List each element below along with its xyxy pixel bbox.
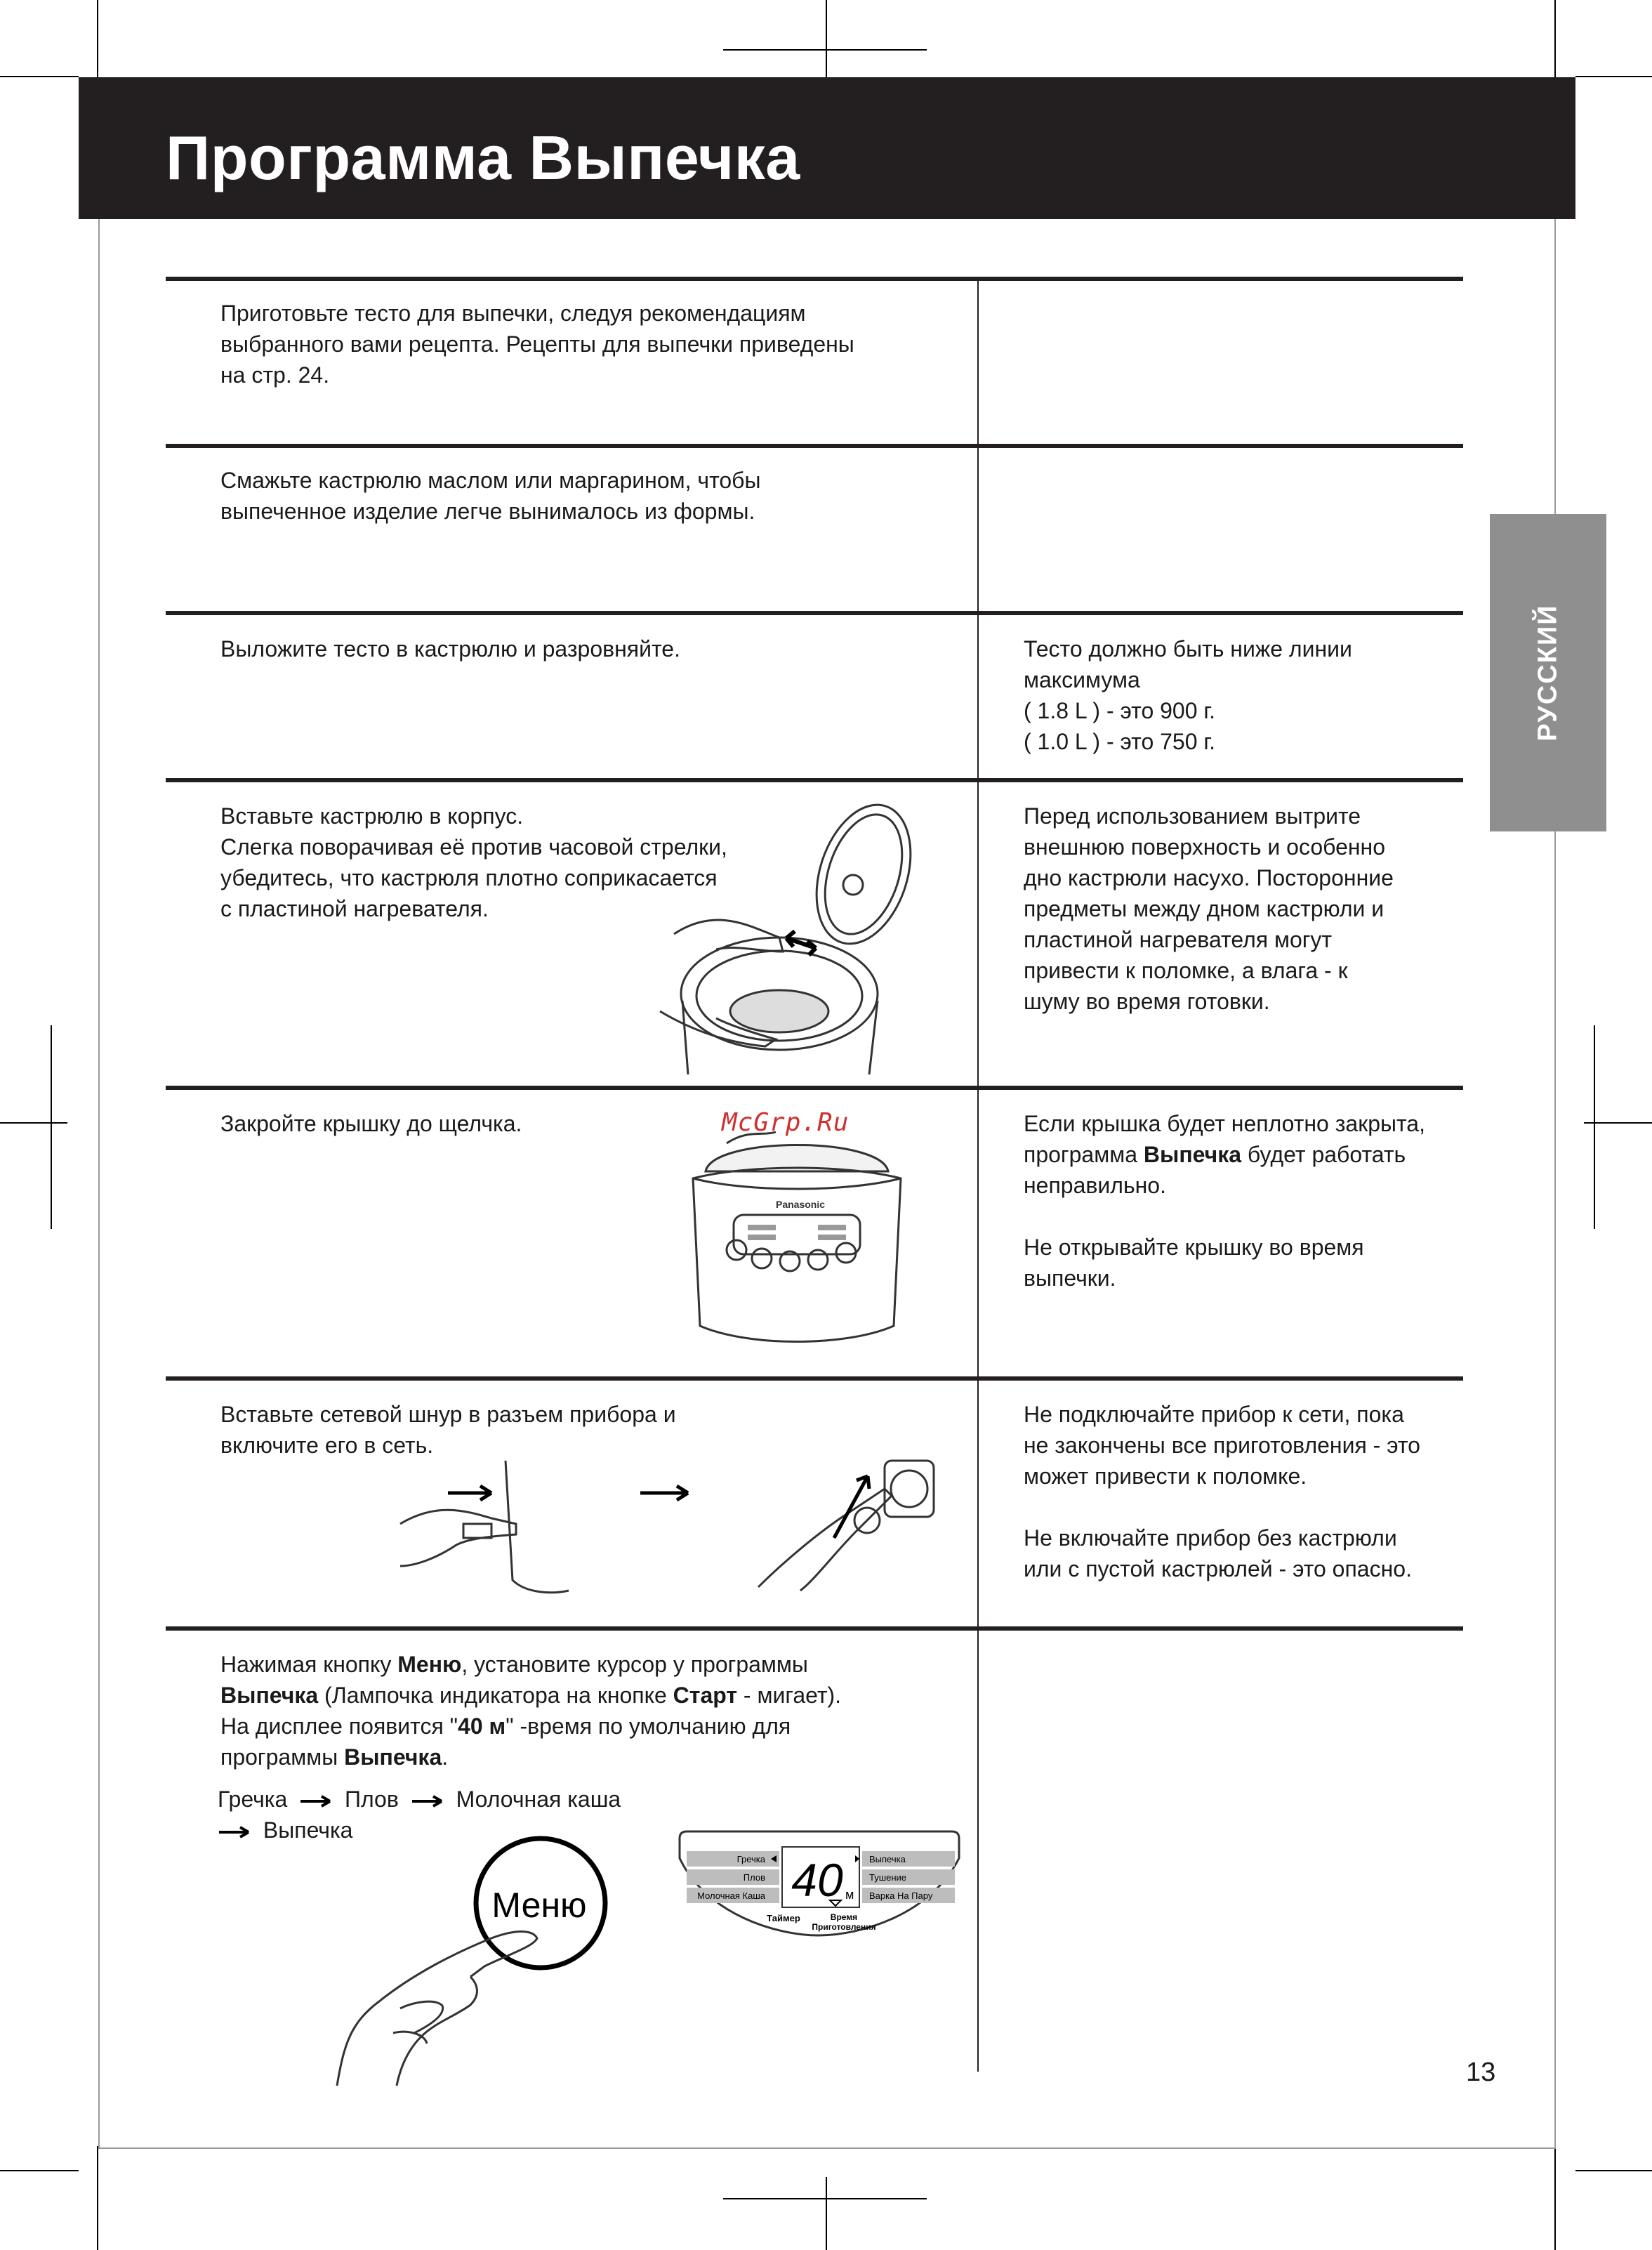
step-2-text xyxy=(220,465,760,527)
text-bold: Выпечка xyxy=(1143,1142,1242,1167)
arrow-right-icon xyxy=(299,1794,333,1808)
step-divider xyxy=(166,444,1463,448)
display-left-item: Гречка xyxy=(736,1854,765,1864)
text-line: неправильно. xyxy=(1024,1173,1166,1198)
page-number: 13 xyxy=(1466,2058,1496,2087)
language-tab xyxy=(1490,514,1606,831)
time-label: Приготовления xyxy=(812,1922,876,1932)
text-line: Слегка поворачивая её против часовой стрелки, xyxy=(220,834,727,860)
crop-mark xyxy=(1594,1025,1595,1229)
crop-mark xyxy=(51,1025,52,1229)
menu-press-illustration xyxy=(295,1833,688,2093)
text-line: Выложите тесто в кастрюлю и разровняйте. xyxy=(220,636,680,662)
crop-mark xyxy=(1584,1122,1652,1124)
display-right-item: Варка На Пару xyxy=(869,1890,933,1901)
text-bold: Меню xyxy=(397,1652,462,1677)
display-left-item: Плов xyxy=(743,1872,765,1883)
text-part: - мигает). xyxy=(737,1683,842,1708)
arrow-right-icon xyxy=(640,1486,688,1500)
text-line: предметы между дном кастрюли и xyxy=(1024,896,1385,921)
text-line: Вставьте кастрюлю в корпус. xyxy=(220,803,524,829)
text-line: внешнюю поверхность и особенно xyxy=(1024,834,1386,860)
step-3-note xyxy=(1024,633,1352,757)
text-line: Если крышка будет неплотно закрыта, xyxy=(1024,1111,1425,1136)
text-line: или с пустой кастрюлей - это опасно. xyxy=(1024,1556,1412,1581)
text-line: Закройте крышку до щелчка. xyxy=(220,1111,522,1136)
step-1-text xyxy=(220,298,854,390)
text-line: Не включайте прибор без кастрюли xyxy=(1024,1525,1397,1551)
text-bold: Выпечка xyxy=(220,1683,319,1708)
text-line: Смажьте кастрюлю маслом или маргарином, чтобы xyxy=(220,468,761,493)
time-label: Время xyxy=(830,1912,858,1922)
watermark: McGrp.Ru xyxy=(722,1108,850,1137)
text-bold: Выпечка xyxy=(344,1744,442,1770)
step-divider xyxy=(166,277,1463,281)
text-line: Тесто должно быть ниже линии xyxy=(1024,636,1352,662)
step-divider xyxy=(166,1086,1463,1090)
text-line xyxy=(220,1649,841,1680)
display-right-item: Выпечка xyxy=(869,1854,906,1864)
text-line xyxy=(220,1742,841,1772)
crop-mark xyxy=(723,2198,927,2199)
text-line: ( 1.0 L ) - это 750 г. xyxy=(1024,729,1216,754)
crop-mark xyxy=(97,2146,98,2250)
text-part: программы xyxy=(220,1744,345,1770)
text-line xyxy=(220,1680,841,1711)
crop-mark xyxy=(1575,76,1652,77)
crop-mark xyxy=(826,2177,827,2250)
sequence-item: Выпечка xyxy=(263,1817,353,1843)
crop-mark xyxy=(0,2170,79,2171)
timer-label: Таймер xyxy=(767,1913,800,1923)
text-line: убедитесь, что кастрюля плотно соприкасается xyxy=(220,865,718,890)
page-header xyxy=(79,77,1575,219)
arrow-right-icon xyxy=(218,1825,251,1839)
step-3-text xyxy=(220,633,680,664)
step-7-text xyxy=(220,1649,841,1772)
step-6-text xyxy=(220,1399,676,1461)
arrow-up-right-icon xyxy=(834,1476,869,1538)
text-part: . xyxy=(442,1744,449,1770)
text-line: ( 1.8 L ) - это 900 г. xyxy=(1024,698,1216,723)
text-line: Не открывайте крышку во время xyxy=(1024,1235,1364,1260)
text-line: привести к поломке, а влага - к xyxy=(1024,958,1348,983)
text-line: не закончены все приготовления - это xyxy=(1024,1433,1420,1458)
text-line: дно кастрюли насухо. Посторонние xyxy=(1024,865,1394,890)
sequence-item: Гречка xyxy=(218,1787,288,1812)
crop-mark xyxy=(826,0,827,77)
text-line: Не подключайте прибор к сети, пока xyxy=(1024,1402,1404,1427)
step-5-text xyxy=(220,1108,522,1139)
step-5-note xyxy=(1024,1108,1425,1294)
step-divider xyxy=(166,611,1463,615)
text-line: включите его в сеть. xyxy=(220,1433,434,1458)
text-line xyxy=(1024,1139,1425,1170)
crop-mark xyxy=(723,49,927,51)
text-line: максимума xyxy=(1024,667,1140,692)
step-divider xyxy=(166,1626,1463,1631)
column-divider xyxy=(977,281,979,2072)
crop-mark xyxy=(1554,2146,1556,2250)
text-part: программа xyxy=(1024,1142,1144,1167)
step-divider xyxy=(166,778,1463,782)
text-part: будет работать xyxy=(1241,1142,1406,1167)
text-part: , установите курсор у программы xyxy=(461,1652,808,1677)
text-line: с пластиной нагревателя. xyxy=(220,896,489,921)
sequence-item: Молочная каша xyxy=(456,1787,621,1812)
text-part: На дисплее появится " xyxy=(220,1713,458,1739)
display-left-item: Молочная Каша xyxy=(697,1890,765,1901)
page-title: Программа Выпечка xyxy=(166,123,800,192)
text-line: Перед использованием вытрите xyxy=(1024,803,1361,829)
text-line: шуму во время готовки. xyxy=(1024,989,1270,1014)
rice-cooker-illustration xyxy=(685,1122,909,1354)
display-right-item: Тушение xyxy=(869,1872,907,1883)
menu-button-label: Меню xyxy=(491,1886,587,1925)
language-tab-label: РУССКИЙ xyxy=(1533,604,1563,742)
plug-in-illustration xyxy=(393,1454,948,1594)
text-line: может привести к поломке. xyxy=(1024,1463,1307,1489)
text-line: выпечки. xyxy=(1024,1265,1116,1291)
text-line: пластиной нагревателя могут xyxy=(1024,927,1333,952)
text-line: Приготовьте тесто для выпечки, следуя рекомендациям xyxy=(220,301,806,326)
arrow-right-icon xyxy=(448,1486,491,1500)
display-digits: 40 xyxy=(791,1854,843,1906)
crop-mark xyxy=(0,1122,67,1124)
insert-pot-illustration xyxy=(632,801,955,1081)
crop-mark xyxy=(1575,2170,1652,2171)
text-line: выбранного вами рецепта. Рецепты для выпечки приведены xyxy=(220,331,854,357)
sequence-item: Плов xyxy=(345,1787,399,1812)
arrow-right-icon xyxy=(411,1794,444,1808)
text-part: (Лампочка индикатора на кнопке xyxy=(318,1683,673,1708)
text-part: " -время по умолчанию для xyxy=(505,1713,791,1739)
text-line xyxy=(220,1711,841,1742)
display-unit: м xyxy=(845,1888,854,1902)
step-4-note xyxy=(1024,801,1394,1017)
step-divider xyxy=(166,1376,1463,1381)
sequence-line xyxy=(218,1784,621,1815)
text-part: Нажимая кнопку xyxy=(220,1652,398,1677)
cooker-brand: Panasonic xyxy=(776,1199,826,1210)
text-bold: 40 м xyxy=(458,1713,506,1739)
step-6-note xyxy=(1024,1399,1420,1584)
control-panel-display xyxy=(678,1830,960,1937)
text-line: выпеченное изделие легче вынималось из формы. xyxy=(220,499,755,524)
text-line: Вставьте сетевой шнур в разъем прибора и xyxy=(220,1402,676,1427)
text-bold: Старт xyxy=(673,1683,738,1708)
crop-mark xyxy=(0,76,79,77)
text-line: на стр. 24. xyxy=(220,362,330,388)
